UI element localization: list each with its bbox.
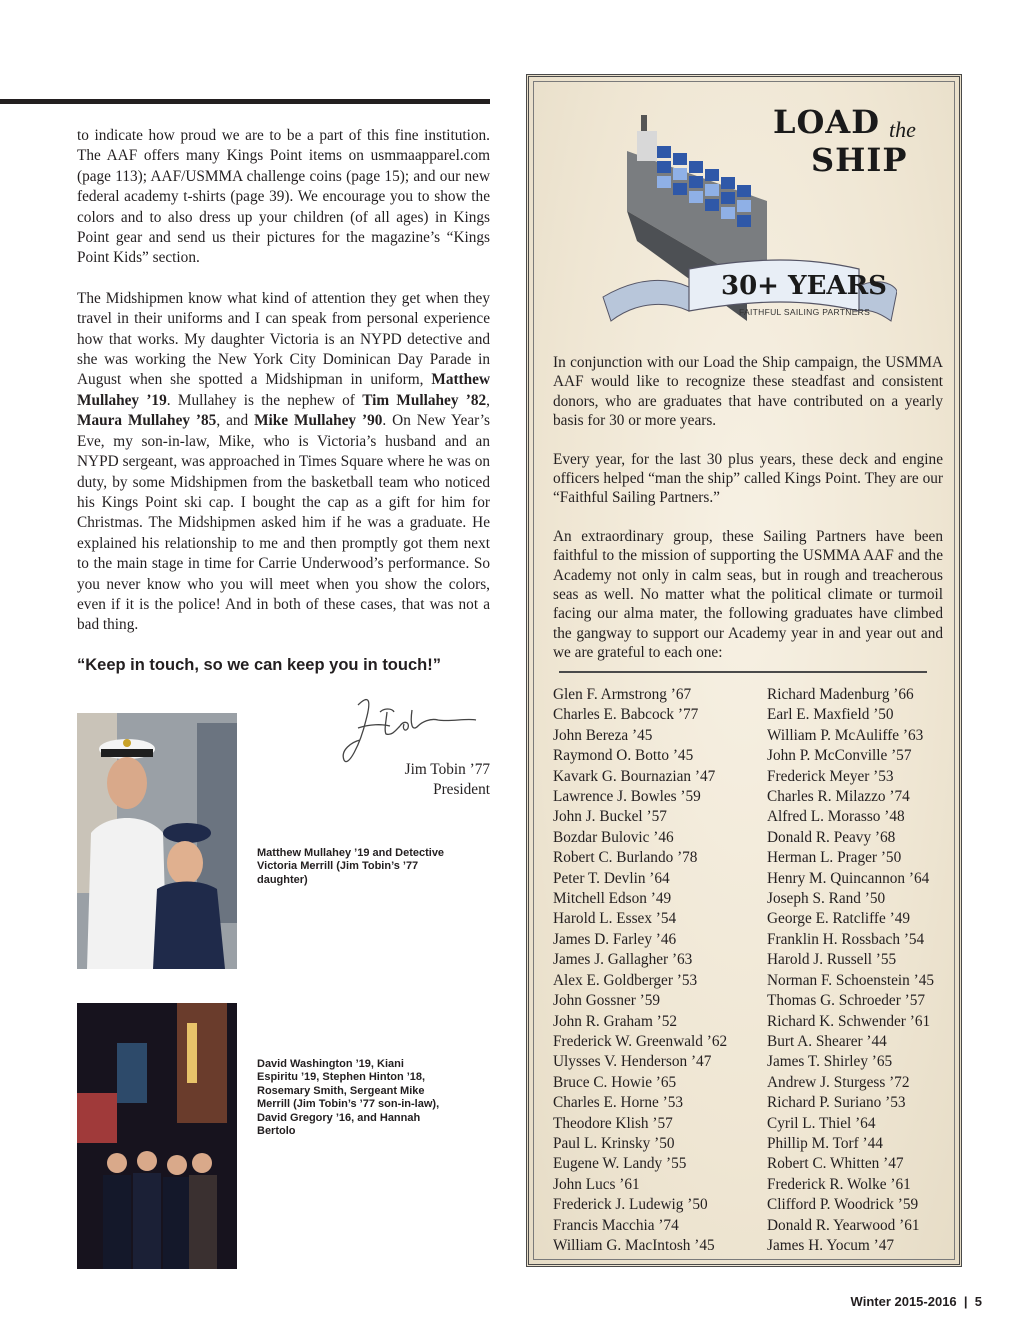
donor-name: Peter T. Devlin ’64 (553, 869, 670, 887)
letter-paragraph-1: to indicate how proud we are to be a part of this fine institution. The AAF offers many Kings Point items on usmmaapparel.com (page 113); AAF/USMMA challenge coins (page 15); and our new federal academy t-shirts (page 39). We encourage you to show the colors and to also dress up your children (of all ages) in Kings Point gear and send us their pictures for the magazine’s “Kings Point Kids” section. (77, 127, 490, 267)
donor-name: Burt A. Shearer ’44 (767, 1032, 887, 1050)
donor-name: James J. Gallagher ’63 (553, 951, 693, 969)
donor-name: Cyril L. Thiel ’64 (767, 1114, 876, 1132)
donor-name: John Bereza ’45 (553, 726, 653, 744)
donor-name: Bruce C. Howie ’65 (553, 1073, 677, 1091)
letter-paragraph-2 (77, 289, 490, 636)
sidebar-intro-1: In conjunction with our Load the Ship campaign, the USMMA AAF would like to recognize these steadfast and consistent donors, who are graduates that have contributed on a yearly basis for 30 or more years. (553, 354, 943, 430)
load-the-ship-sidebar (526, 74, 962, 1267)
donor-name: Alex E. Goldberger ’53 (553, 971, 698, 989)
ribbon-years: 30+ YEARS (721, 271, 887, 301)
donor-name: Donald R. Peavy ’68 (767, 828, 896, 846)
closing-quote: “Keep in touch, so we can keep you in touch!” (77, 656, 441, 674)
donor-name: John Gossner ’59 (553, 992, 661, 1010)
signer-name: Jim Tobin ’77 (404, 761, 490, 778)
donor-name: Phillip M. Torf ’44 (767, 1134, 883, 1152)
donor-name: John J. Buckel ’57 (553, 808, 667, 826)
footer-separator: | (963, 1294, 968, 1309)
donor-name: Eugene W. Landy ’55 (553, 1155, 687, 1173)
donor-name: Ulysses V. Henderson ’47 (553, 1053, 712, 1071)
donor-name: John Lucs ’61 (553, 1175, 640, 1193)
donor-name: Joseph S. Rand ’50 (767, 890, 886, 908)
photo-times-square (77, 1003, 237, 1269)
donor-name: James T. Shirley ’65 (767, 1053, 893, 1071)
p2-text-a: The Midshipmen know what kind of attention they get when they travel in their uniforms and I can speak from personal experience how that works. My daughter Victoria is an NYPD detective and she was working the New York City Dominican Day Parade in August when she spotted a Midshipman in uniform, (77, 289, 490, 389)
donor-name: Mitchell Edson ’49 (553, 890, 672, 908)
donor-name: Norman F. Schoenstein ’45 (767, 971, 935, 989)
donor-name: Lawrence J. Bowles ’59 (553, 788, 701, 806)
issue-label: Winter 2015-2016 (850, 1294, 957, 1309)
donor-name: Alfred L. Morasso ’48 (767, 808, 905, 826)
donor-name: Paul L. Krinsky ’50 (553, 1134, 675, 1152)
name-tim-mullahey: Tim Mullahey ’82 (362, 391, 487, 409)
donor-name: Richard Madenburg ’66 (767, 686, 914, 703)
donor-name: Andrew J. Sturgess ’72 (767, 1073, 910, 1091)
sidebar-intro-2: Every year, for the last 30 plus years, these deck and engine officers helped “man the ship” called Kings Point. They are our “Faithful Sailing Partners.” (553, 450, 943, 507)
signature-image (340, 690, 480, 770)
donor-name: Franklin H. Rossbach ’54 (767, 930, 925, 948)
donor-name: Harold L. Essex ’54 (553, 910, 677, 928)
donor-name: Clifford P. Woodrick ’59 (767, 1196, 919, 1214)
donor-name: Glen F. Armstrong ’67 (553, 686, 692, 703)
p2-text-c: . Mullahey is the nephew of (166, 391, 363, 409)
sidebar-divider (559, 671, 927, 673)
sidebar-intro-3: An extraordinary group, these Sailing Partners have been faithful to the mission of supporting the USMMA AAF and the Academy not only in calm seas, but in rough and treacherous seas as well. No matter what the political climate or turmoil facing our alma mater, the following graduates have climbed the gangway to support our Academy year in and year out and we are grateful to each one: (553, 527, 943, 662)
donor-name: Charles R. Milazzo ’74 (767, 788, 910, 806)
p2-text-i: . On New Year’s Eve, my son-in-law, Mike, who is Victoria’s husband and an NYPD sergeant, was approached in Times Square where he was on duty, by some Midshipmen from the basketball team who noticed his Kings Point ski cap. I bought the cap as a gift for him for Christmas. The Midshipmen asked him if he was a graduate. He explained his relationship to me and then promptly got them next to the main stage in time for Carrie Underwood’s performance. So you never know who you will meet when you show the colors, even if it is the police! And in both of these cases, that was not a bad thing. (77, 412, 490, 634)
donor-name: Herman L. Prager ’50 (767, 849, 902, 867)
donor-name: Charles E. Babcock ’77 (553, 706, 699, 724)
name-maura-mullahey: Maura Mullahey ’85 (77, 412, 217, 430)
donor-name: Frederick R. Wolke ’61 (767, 1175, 911, 1193)
name-mike-mullahey: Mike Mullahey ’90 (254, 412, 383, 430)
page-footer (851, 1294, 982, 1309)
donor-name: James D. Farley ’46 (553, 930, 677, 948)
donor-name: George E. Ratcliffe ’49 (767, 910, 911, 928)
top-rule (0, 99, 490, 104)
donor-name: Henry M. Quincannon ’64 (767, 869, 930, 887)
name-matthew-mullahey: Matthew Mullahey ’19 (77, 371, 490, 409)
donor-name: Frederick Meyer ’53 (767, 767, 894, 785)
donor-name: Donald R. Yearwood ’61 (767, 1216, 920, 1234)
donor-name: Charles E. Horne ’53 (553, 1094, 683, 1112)
photo-mullahey-merrill (77, 713, 237, 969)
p2-text-g: , and (216, 412, 255, 430)
donor-names-left (553, 685, 727, 1256)
signer-block (405, 760, 490, 801)
logo-the-text: the (889, 117, 916, 142)
donor-name: Thomas G. Schroeder ’57 (767, 992, 926, 1010)
donor-name: John P. McConville ’57 (767, 747, 912, 765)
donor-name: William G. MacIntosh ’45 (553, 1236, 715, 1254)
donor-name: Earl E. Maxfield ’50 (767, 706, 894, 724)
ribbon-subtitle: FAITHFUL SAILING PARTNERS (739, 307, 871, 317)
donor-name: James H. Yocum ’47 (767, 1236, 895, 1254)
donor-name: Kavark G. Bournazian ’47 (553, 767, 716, 785)
sidebar-intro (553, 353, 943, 663)
page-number: 5 (974, 1294, 982, 1309)
donor-name: Robert C. Whitten ’47 (767, 1155, 904, 1173)
donor-name: Frederick J. Ludewig ’50 (553, 1196, 708, 1214)
donor-name: William P. McAuliffe ’63 (767, 726, 924, 744)
donor-name: Robert C. Burlando ’78 (553, 849, 698, 867)
logo-load-text: LOAD (773, 103, 880, 141)
donor-name: Richard K. Schwender ’61 (767, 1012, 931, 1030)
donor-name: Bozdar Bulovic ’46 (553, 828, 674, 846)
donor-name: Harold J. Russell ’55 (767, 951, 897, 969)
donor-name: John R. Graham ’52 (553, 1012, 678, 1030)
donor-name: Theodore Klish ’57 (553, 1114, 673, 1132)
letter-body (77, 126, 490, 636)
donor-names-right (767, 685, 934, 1256)
donor-name: Frederick W. Greenwald ’62 (553, 1032, 728, 1050)
photo-caption-1: Matthew Mullahey ’19 and Detective Victoria Merrill (Jim Tobin’s ’77 daughter) (257, 847, 445, 886)
donor-name: Richard P. Suriano ’53 (767, 1094, 906, 1112)
logo-ship-text: SHIP (811, 141, 908, 179)
donor-name: Raymond O. Botto ’45 (553, 747, 694, 765)
photo-caption-2: David Washington ’19, Kiani Espiritu ’19, Stephen Hinton ’18, Rosemary Smith, Sergeant Mike Merrill (Jim Tobin’s ’77 son-in-law), David Gregory ’16, and Hannah Bertolo (257, 1058, 440, 1138)
load-the-ship-logo (597, 91, 916, 351)
p2-text-e: , (486, 391, 490, 409)
donor-name: Francis Macchia ’74 (553, 1216, 679, 1234)
signer-title: President (433, 781, 490, 799)
